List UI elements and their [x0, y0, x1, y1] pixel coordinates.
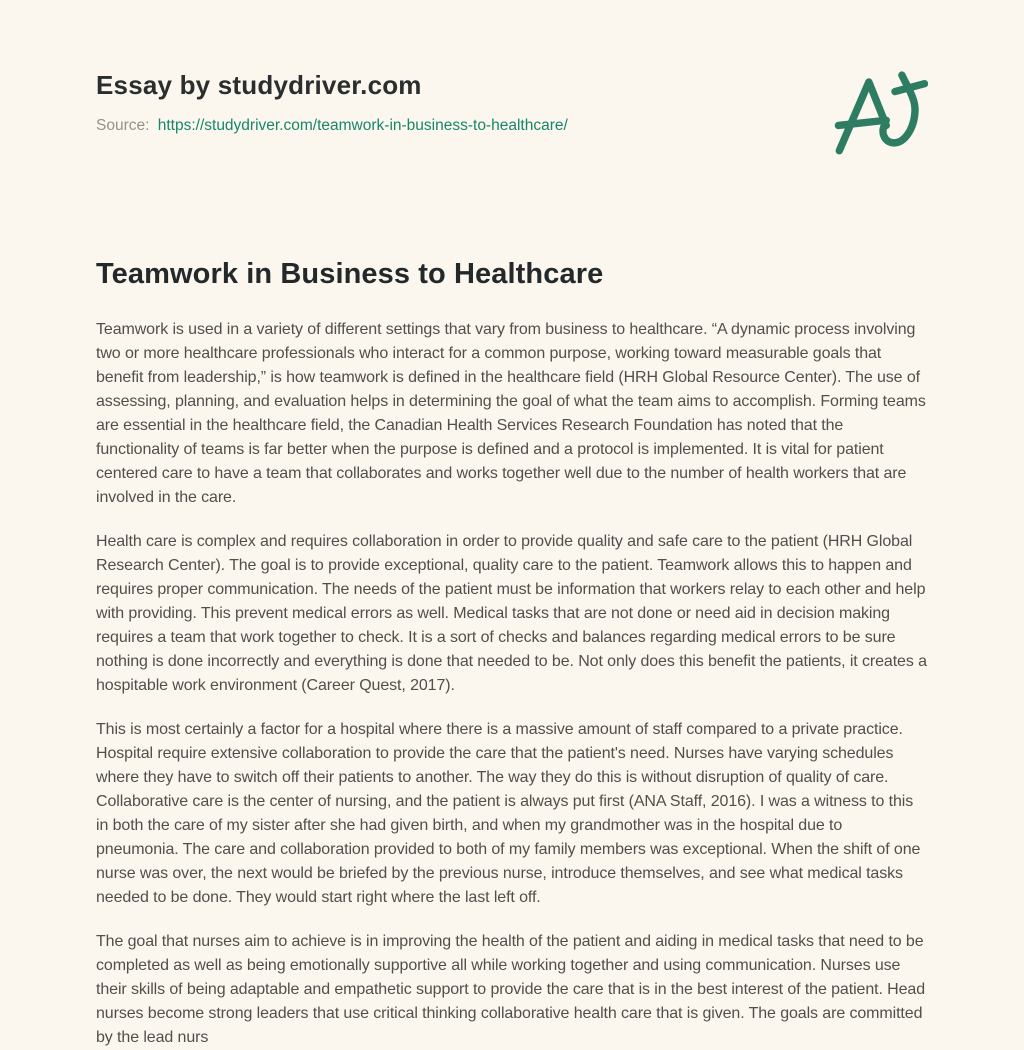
source-link[interactable]: https://studydriver.com/teamwork-in-business-to-healthcare/ [157, 117, 568, 134]
logo-plus-bar [895, 84, 925, 92]
logo-letter-a-stroke [839, 82, 886, 151]
source-label: Source: [96, 117, 150, 134]
header-text-block [96, 70, 568, 135]
essay-paragraph: The goal that nurses aim to achieve is in improving the health of the patient and aiding in medical tasks that need to be completed as well as being emotionally supportive all while working together and using communication. Nurses use their skills of being adaptable and empathetic support to provide the care that is in the best interest of the patient. Head nurses become strong leaders that use critical thinking collaborative health care that is given. The goals are committed by the lead nurs [96, 933, 926, 1046]
studydriver-a-plus-logo-icon [828, 66, 928, 158]
source-line [96, 117, 568, 135]
essay-paragraph: Health care is complex and requires collaboration in order to provide quality and safe care to the patient (HRH Global Research Center). The goal is to provide exceptional, quality care to the patient. Teamwork allows this to happen and requires proper communication. The needs of the patient must be information that workers relay to each other and help with providing. This prevent medical errors as well. Medical tasks that are not done or need aid in decision making requires a team that work together to check. It is a sort of checks and balances regarding medical errors to be sure nothing is done incorrectly and everything is done that needed to be. Not only does this benefit the patients, it creates a hospitable work environment (Career Quest, 2017). [96, 533, 927, 694]
essay-title: Teamwork in Business to Healthcare [96, 258, 604, 290]
essay-paragraph: Teamwork is used in a variety of different settings that vary from business to healthcare. “A dynamic process involving two or more healthcare professionals who interact for a common purpose, working toward measurable goals that benefit from leadership,” is how teamwork is defined in the healthcare field (HRH Global Resource Center). The use of assessing, planning, and evaluation helps in determining the goal of what the team aims to accomplish. Forming teams are essential in the healthcare field, the Canadian Health Services Research Foundation has noted that the functionality of teams is far better when the purpose is defined and a protocol is implemented. It is vital for patient centered care to have a team that collaborates and works together well due to the number of health workers that are involved in the care. [96, 321, 926, 506]
header-title: Essay by studydriver.com [96, 70, 422, 100]
page-header [0, 0, 1024, 158]
logo-letter-a-crossbar [838, 120, 886, 125]
essay-paragraph: This is most certainly a factor for a hospital where there is a massive amount of staff compared to a private practice. Hospital require extensive collaboration to provide the care that the patient's need. Nurses have varying schedules where they have to switch off their patients to another. The way they do this is without disruption of quality of care. Collaborative care is the center of nursing, and the patient is always put first (ANA Staff, 2016). I was a witness to this in both the care of my sister after she had given birth, and when my grandmother was in the hospital due to pneumonia. The care and collaboration provided to both of my family members was exceptional. When the shift of one nurse was over, the next would be briefed by the previous nurse, introduce themselves, and see what medical tasks needed to be done. They would start right where the last left off. [96, 721, 921, 906]
essay-body [96, 318, 928, 1050]
essay-content [0, 258, 1024, 1050]
